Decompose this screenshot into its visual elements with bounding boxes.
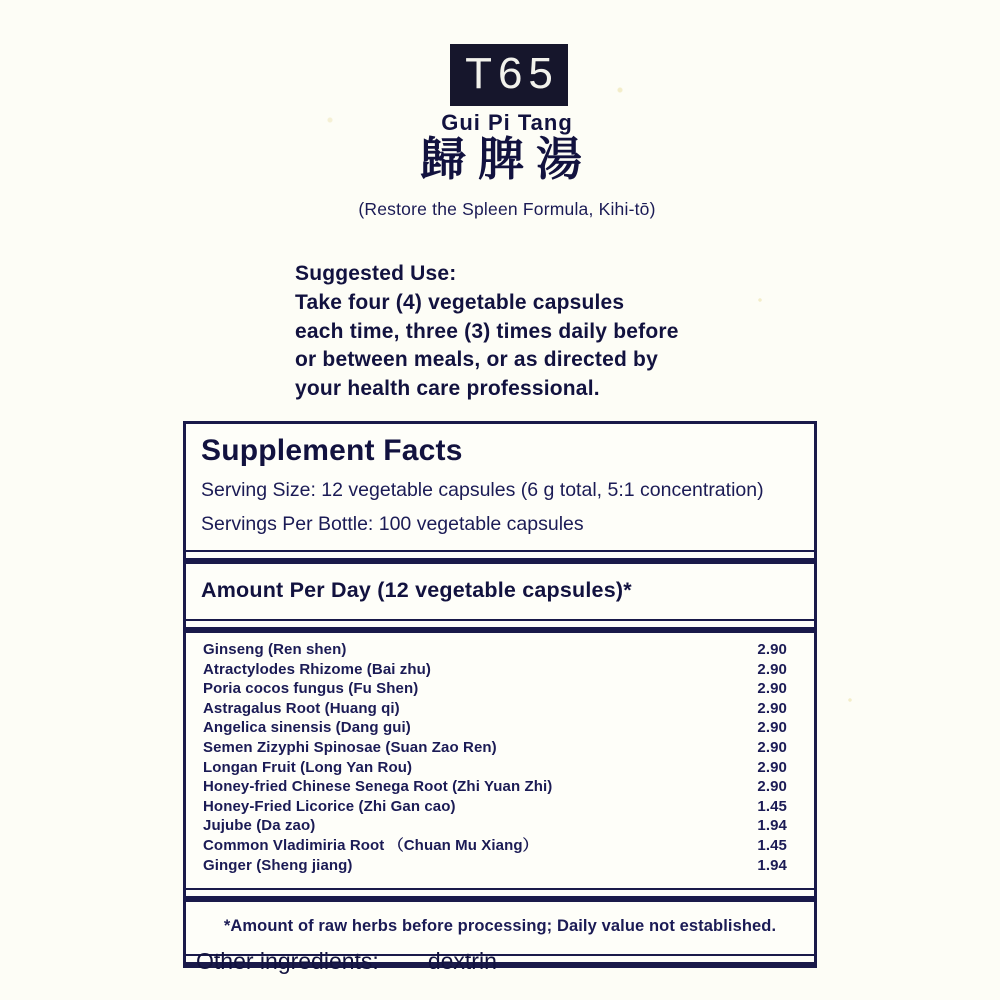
ingredient-row — [203, 699, 787, 719]
ingredient-amount: 1.45 — [757, 836, 787, 854]
ingredient-amount: 1.45 — [757, 797, 787, 815]
other-ingredients-label: Other ingredients: — [196, 948, 379, 974]
ingredient-name: Angelica sinensis (Dang gui) — [203, 719, 411, 737]
ingredient-name: Ginseng (Ren shen) — [203, 641, 347, 658]
ingredient-name: Honey-Fried Licorice (Zhi Gan cao) — [203, 797, 456, 815]
amount-per-day-header: Amount Per Day (12 vegetable capsules)* — [201, 578, 632, 602]
section-divider — [186, 619, 814, 633]
suggested-use-line: each time, three (3) times daily before — [295, 319, 679, 343]
ingredient-name: Poria cocos fungus (Fu Shen) — [203, 680, 419, 698]
suggested-use-line: Take four (4) vegetable capsules — [295, 290, 625, 314]
ingredient-row — [203, 856, 787, 876]
ingredient-row — [203, 797, 787, 817]
ingredient-name: Common Vladimiria Root （Chuan Mu Xiang） — [203, 836, 538, 854]
ingredient-name: Ginger (Sheng jiang) — [203, 856, 353, 874]
ingredient-row — [203, 758, 787, 778]
facts-title: Supplement Facts — [201, 434, 463, 467]
ingredient-amount: 1.94 — [757, 817, 787, 835]
ingredient-row — [203, 679, 787, 699]
ingredient-row — [203, 777, 787, 797]
suggested-use-line: or between meals, or as directed by — [295, 348, 658, 372]
ingredient-name: Jujube (Da zao) — [203, 817, 316, 835]
ingredient-name: Longan Fruit (Long Yan Rou) — [203, 758, 413, 776]
facts-footnote: *Amount of raw herbs before processing; Daily value not established. — [223, 917, 777, 936]
ingredient-amount: 2.90 — [757, 680, 787, 698]
ingredient-amount: 1.94 — [757, 856, 787, 874]
ingredient-table — [186, 633, 814, 888]
product-name-pinyin: Gui Pi Tang — [441, 110, 573, 135]
section-divider — [186, 550, 814, 564]
ingredient-name: Honey-fried Chinese Senega Root (Zhi Yuan Zhi) — [203, 778, 553, 796]
ingredient-row — [203, 738, 787, 758]
ingredient-row — [203, 718, 787, 738]
ingredient-name: Semen Zizyphi Spinosae (Suan Zao Ren) — [203, 738, 497, 756]
product-code-badge: T65 — [450, 44, 568, 106]
ingredient-amount: 2.90 — [757, 758, 787, 776]
suggested-use-line: your health care professional. — [295, 377, 600, 401]
suggested-use-section — [295, 260, 679, 404]
ingredient-name: Astragalus Root (Huang qi) — [203, 699, 400, 717]
serving-size: Serving Size: 12 vegetable capsules (6 g total, 5:1 concentration) — [201, 479, 764, 501]
ingredient-amount: 2.90 — [757, 719, 787, 737]
product-name-chinese: 歸脾湯 — [420, 132, 594, 186]
ingredient-amount: 2.90 — [757, 738, 787, 756]
supplement-facts-panel — [183, 421, 817, 968]
other-ingredients-value: dextrin — [427, 948, 497, 974]
product-subtitle: (Restore the Spleen Formula, Kihi-tō) — [358, 199, 656, 219]
ingredient-row — [203, 836, 787, 856]
suggested-use-title: Suggested Use: — [295, 262, 457, 285]
ingredient-amount: 2.90 — [757, 660, 787, 678]
section-divider — [186, 888, 814, 902]
facts-header-section — [186, 424, 814, 550]
ingredient-name: Atractylodes Rhizome (Bai zhu) — [203, 660, 432, 678]
servings-per-bottle: Servings Per Bottle: 100 vegetable capsules — [201, 513, 584, 535]
ingredient-amount: 2.90 — [757, 778, 787, 796]
other-ingredients-line — [196, 948, 497, 975]
ingredient-row — [203, 640, 787, 660]
ingredient-amount: 2.90 — [757, 641, 787, 658]
ingredient-row — [203, 816, 787, 836]
ingredient-row — [203, 660, 787, 680]
ingredient-amount: 2.90 — [757, 699, 787, 717]
